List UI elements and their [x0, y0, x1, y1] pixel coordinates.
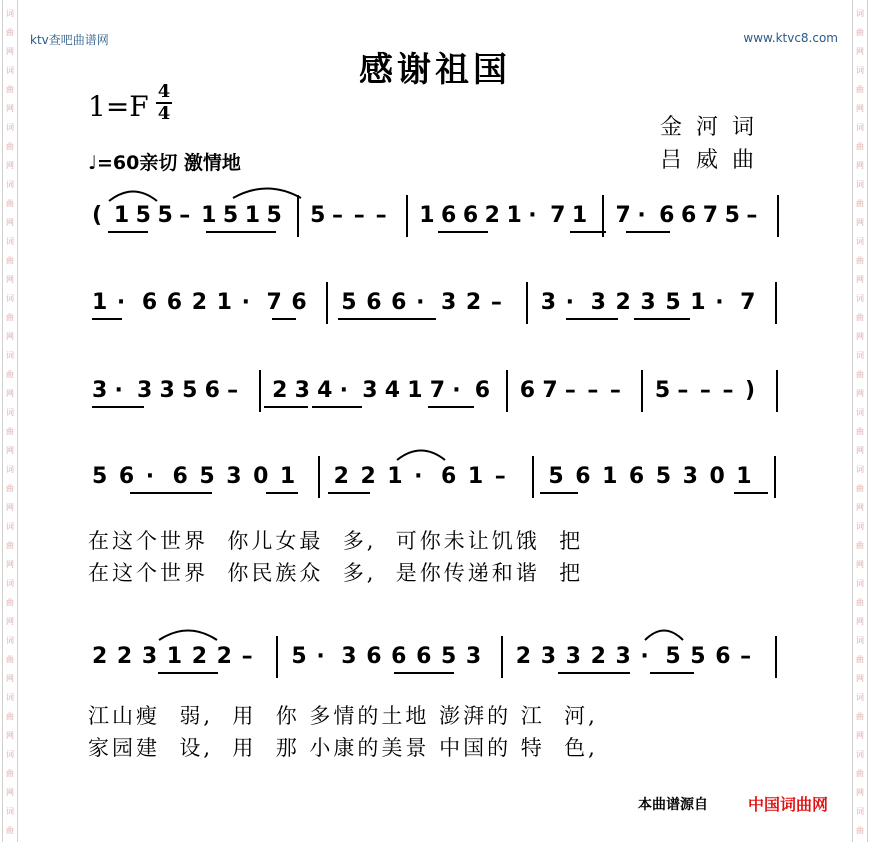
score-note: 1: [467, 464, 484, 489]
score-note: 5: [441, 644, 457, 669]
score-note: 2: [333, 464, 349, 489]
score-note: 1: [690, 290, 706, 315]
watermark-char: 曲: [856, 256, 864, 265]
watermark-char: 曲: [6, 655, 14, 664]
watermark-char: 曲: [6, 28, 14, 37]
watermark-char: 词: [6, 636, 14, 645]
header-site-left[interactable]: ktv查吧曲谱网: [30, 33, 109, 47]
watermark-char: 曲: [6, 541, 14, 550]
score-note: 7: [542, 378, 558, 403]
watermark-char: 网: [856, 218, 864, 227]
watermark-char: 词: [856, 465, 864, 474]
score-note: 6: [441, 464, 457, 489]
bar-line: [777, 195, 779, 237]
score-note: 2: [92, 644, 108, 669]
beam-underline: [540, 492, 578, 494]
score-note: 3: [615, 644, 631, 669]
watermark-char: 词: [6, 807, 14, 816]
score-note: 6: [391, 644, 407, 669]
watermark-char: 曲: [6, 85, 14, 94]
score-note: 5: [222, 203, 239, 228]
watermark-char: 曲: [856, 712, 864, 721]
time-signature: [156, 82, 172, 124]
score-note: 1: [92, 290, 108, 315]
watermark-char: 词: [856, 123, 864, 132]
footer-source-site[interactable]: 中国词曲网: [748, 795, 829, 814]
score-note: ·: [637, 203, 646, 228]
score-note: 1: [407, 378, 423, 403]
score-note: 2: [272, 378, 288, 403]
beam-underline: [264, 406, 308, 408]
score-note: 6: [659, 203, 675, 228]
score-note: –: [740, 644, 752, 669]
bar-line: [501, 636, 503, 678]
watermark-char: 网: [856, 47, 864, 56]
score-note: 7: [429, 378, 446, 403]
watermark-char: 网: [856, 788, 864, 797]
watermark-char: 曲: [856, 598, 864, 607]
watermark-char: 曲: [856, 313, 864, 322]
beam-underline: [108, 231, 148, 233]
bar-line: [526, 282, 528, 324]
beam-underline: [266, 492, 298, 494]
score-note: –: [241, 644, 253, 669]
watermark-char: 词: [856, 237, 864, 246]
bar-line: [775, 636, 777, 678]
score-note: ·: [452, 378, 461, 403]
score-note: ·: [715, 290, 724, 315]
watermark-char: 曲: [6, 712, 14, 721]
watermark-char: 网: [856, 503, 864, 512]
score-note: 6: [441, 203, 457, 228]
lyric-line: 在这个世界 你儿女最 多, 可你未让饥饿 把: [88, 529, 584, 553]
score-note: 1: [602, 464, 618, 489]
score-note: 5: [690, 644, 706, 669]
score-note: –: [179, 203, 191, 228]
score-note: ·: [316, 644, 325, 669]
score-note: 6: [291, 290, 307, 315]
score-note: 1: [736, 464, 752, 489]
score-note: 5: [548, 464, 564, 489]
watermark-char: 网: [856, 731, 864, 740]
watermark-char: 词: [856, 579, 864, 588]
lyricist-credit: 金河词: [660, 115, 769, 140]
score-note: 5: [665, 290, 681, 315]
score-note: 7: [266, 290, 282, 315]
beam-underline: [206, 231, 276, 233]
score-note: 6: [474, 378, 491, 403]
score-note: 6: [680, 203, 697, 228]
beam-underline: [558, 672, 630, 674]
watermark-char: 词: [856, 294, 864, 303]
watermark-char: 词: [6, 522, 14, 531]
score-note: 1: [244, 203, 260, 228]
beam-underline: [394, 672, 454, 674]
score-note: –: [609, 378, 621, 403]
slur-arc: [108, 188, 158, 202]
score-note: 3: [294, 378, 310, 403]
score-note: –: [353, 203, 365, 228]
score-note: 2: [191, 290, 208, 315]
score-note: 1: [571, 203, 588, 228]
score-note: 6: [366, 290, 382, 315]
score-note: 6: [519, 378, 536, 403]
score-note: 6: [628, 464, 645, 489]
score-note: 2: [116, 644, 133, 669]
score-note: 5: [266, 203, 282, 228]
watermark-char: 词: [856, 180, 864, 189]
watermark-char: 网: [856, 161, 864, 170]
score-note: 5: [724, 203, 740, 228]
watermark-char: 曲: [856, 541, 864, 550]
watermark-char: 曲: [856, 199, 864, 208]
score-note: 3: [640, 290, 656, 315]
bar-line: [259, 370, 261, 412]
slur-arc: [158, 627, 218, 641]
watermark-char: 词: [856, 66, 864, 75]
score-note: 5: [654, 378, 671, 403]
watermark-char: 词: [856, 351, 864, 360]
score-note: 3: [540, 644, 557, 669]
score-note: 4: [317, 378, 333, 403]
composer-credit: 吕威曲: [660, 148, 769, 173]
watermark-char: 曲: [856, 655, 864, 664]
score-note: 5: [199, 464, 215, 489]
lyric-line: 江山瘦 弱, 用 你 多情的土地 澎湃的 江 河,: [88, 704, 598, 728]
beam-underline: [338, 318, 398, 320]
watermark-char: 词: [856, 636, 864, 645]
bar-line: [297, 195, 299, 237]
watermark-char: 网: [6, 47, 14, 56]
score-note: ·: [640, 644, 649, 669]
score-note: 6: [118, 464, 135, 489]
score-note: 5: [310, 203, 326, 228]
bar-line: [774, 456, 776, 498]
score-note: 5: [655, 464, 672, 489]
score-note: –: [746, 203, 758, 228]
score-note: 5: [182, 378, 198, 403]
score-note: ·: [339, 378, 349, 403]
beam-underline: [328, 492, 370, 494]
score-note: 1: [113, 203, 130, 228]
score-note: –: [677, 378, 689, 403]
watermark-char: 曲: [856, 142, 864, 151]
score-note: 3: [159, 378, 175, 403]
score-note: 0: [253, 464, 269, 489]
score-note: ·: [241, 290, 250, 315]
watermark-char: 词: [856, 750, 864, 759]
score-note: 7: [615, 203, 631, 228]
watermark-char: 曲: [856, 826, 864, 835]
watermark-char: 词: [6, 693, 14, 702]
score-note: 6: [715, 644, 731, 669]
watermark-char: 网: [6, 104, 14, 113]
score-note: –: [587, 378, 599, 403]
watermark-char: 曲: [856, 484, 864, 493]
score-note: 4: [384, 378, 401, 403]
score-note: –: [699, 378, 711, 403]
beam-underline: [626, 231, 670, 233]
watermark-char: 网: [856, 446, 864, 455]
score-note: 5: [341, 290, 357, 315]
score-note: ·: [528, 203, 537, 228]
score-note: 2: [465, 290, 482, 315]
score-note: 6: [366, 644, 382, 669]
watermark-char: 曲: [6, 427, 14, 436]
beam-underline: [566, 318, 618, 320]
watermark-char: 曲: [6, 313, 14, 322]
watermark-char: 网: [6, 161, 14, 170]
score-note: 7: [740, 290, 756, 315]
score-note: 6: [575, 464, 591, 489]
watermark-char: 网: [6, 446, 14, 455]
score-note: 3: [226, 464, 242, 489]
score-note: ·: [565, 290, 574, 315]
score-note: 2: [484, 203, 500, 228]
watermark-char: 曲: [856, 427, 864, 436]
beam-underline: [130, 492, 212, 494]
time-sig-bottom: 4: [157, 103, 171, 124]
watermark-char: 词: [856, 522, 864, 531]
watermark-char: 曲: [6, 598, 14, 607]
song-title: 感谢祖国: [359, 50, 511, 90]
watermark-char: 网: [6, 332, 14, 341]
score-note: 7: [550, 203, 566, 228]
bar-line: [641, 370, 643, 412]
slur-arc: [396, 447, 446, 461]
score-note: 3: [341, 644, 357, 669]
score-note: ·: [114, 378, 123, 403]
watermark-char: 网: [6, 503, 14, 512]
score-note: ·: [414, 464, 423, 489]
beam-underline: [570, 231, 606, 233]
watermark-char: 网: [6, 731, 14, 740]
watermark-char: 网: [6, 218, 14, 227]
score-note: 3: [682, 464, 698, 489]
beam-underline: [396, 318, 436, 320]
score-note: 1: [387, 464, 403, 489]
score-note: ·: [145, 464, 155, 489]
watermark-char: 网: [6, 275, 14, 284]
bar-line: [318, 456, 320, 498]
header-site-right[interactable]: www.ktvc8.com: [743, 31, 838, 45]
score-note: 6: [391, 290, 407, 315]
key-signature: 1=F: [88, 90, 149, 123]
score-note: 3: [540, 290, 557, 315]
score-note: 2: [191, 644, 208, 669]
bar-line: [326, 282, 328, 324]
watermark-char: 曲: [856, 28, 864, 37]
score-note: 2: [590, 644, 606, 669]
score-note: 1: [166, 644, 183, 669]
score-note: 1: [201, 203, 217, 228]
watermark-char: 曲: [6, 484, 14, 493]
watermark-char: 网: [6, 560, 14, 569]
score-note: 6: [462, 203, 479, 228]
footer-source-label: 本曲谱源自: [638, 797, 708, 813]
score-note: 2: [360, 464, 376, 489]
watermark-char: 网: [856, 560, 864, 569]
time-sig-top: 4: [157, 81, 171, 102]
beam-underline: [734, 492, 768, 494]
watermark-char: 词: [6, 579, 14, 588]
watermark-char: 词: [856, 408, 864, 417]
watermark-char: 词: [856, 9, 864, 18]
slur-arc: [232, 185, 302, 199]
score-note: 3: [590, 290, 606, 315]
lyric-line: 在这个世界 你民族众 多, 是你传递和谐 把: [88, 561, 584, 585]
bar-line: [775, 282, 777, 324]
watermark-char: 词: [6, 750, 14, 759]
score-note: 5: [157, 203, 173, 228]
bar-line: [532, 456, 534, 498]
score-note: 5: [92, 464, 108, 489]
watermark-char: 网: [856, 617, 864, 626]
tempo-marking: ♩=60亲切 激情地: [88, 152, 241, 174]
score-note: 6: [166, 290, 183, 315]
watermark-char: 词: [6, 66, 14, 75]
bar-line: [506, 370, 508, 412]
watermark-char: 曲: [6, 769, 14, 778]
score-note: 3: [465, 644, 482, 669]
bar-line: [776, 370, 778, 412]
beam-underline: [158, 672, 218, 674]
watermark-char: 网: [856, 674, 864, 683]
score-note: (: [92, 203, 103, 228]
beam-underline: [312, 406, 362, 408]
watermark-char: 词: [6, 180, 14, 189]
watermark-char: 曲: [6, 142, 14, 151]
bar-line: [276, 636, 278, 678]
watermark-char: 词: [6, 123, 14, 132]
score-note: 3: [141, 644, 158, 669]
slur-arc: [644, 627, 684, 641]
score-note: –: [375, 203, 387, 228]
beam-underline: [428, 406, 474, 408]
watermark-char: 词: [6, 294, 14, 303]
score-note: 6: [416, 644, 432, 669]
score-note: 6: [141, 290, 158, 315]
beam-underline: [92, 318, 122, 320]
lyric-line: 家园建 设, 用 那 小康的美景 中国的 特 色,: [88, 736, 598, 760]
score-note: 2: [216, 644, 232, 669]
beam-underline: [634, 318, 690, 320]
score-note: –: [490, 290, 502, 315]
score-note: 7: [702, 203, 719, 228]
score-note: –: [331, 203, 343, 228]
score-note: –: [564, 378, 576, 403]
score-note: 5: [135, 203, 151, 228]
score-note: 2: [515, 644, 532, 669]
watermark-char: 曲: [6, 826, 14, 835]
left-watermark-strip: [2, 0, 18, 842]
score-note: 3: [441, 290, 457, 315]
score-note: 3: [137, 378, 153, 403]
right-watermark-strip: [852, 0, 868, 842]
watermark-char: 词: [856, 693, 864, 702]
beam-underline: [92, 406, 144, 408]
watermark-char: 词: [6, 408, 14, 417]
bar-line: [406, 195, 408, 237]
watermark-char: 网: [6, 389, 14, 398]
score-note: ·: [116, 290, 126, 315]
score-note: 5: [291, 644, 307, 669]
watermark-char: 网: [856, 332, 864, 341]
score-note: 1: [506, 203, 522, 228]
watermark-char: 曲: [6, 370, 14, 379]
watermark-char: 词: [6, 237, 14, 246]
watermark-char: 曲: [6, 256, 14, 265]
score-note: 3: [565, 644, 581, 669]
score-note: 1: [216, 290, 232, 315]
score-note: 3: [362, 378, 378, 403]
beam-underline: [438, 231, 488, 233]
beam-underline: [272, 318, 296, 320]
score-note: 3: [92, 378, 108, 403]
score-note: –: [722, 378, 734, 403]
score-note: 0: [709, 464, 725, 489]
watermark-char: 网: [856, 389, 864, 398]
score-note: 5: [665, 644, 681, 669]
score-note: –: [494, 464, 506, 489]
score-note: 6: [204, 378, 220, 403]
watermark-char: 曲: [856, 769, 864, 778]
watermark-char: 网: [6, 788, 14, 797]
watermark-char: 词: [6, 351, 14, 360]
watermark-char: 网: [6, 674, 14, 683]
watermark-char: 曲: [6, 199, 14, 208]
score-note: 1: [419, 203, 435, 228]
watermark-char: 词: [856, 807, 864, 816]
score-note: ·: [416, 290, 425, 315]
watermark-char: 曲: [856, 85, 864, 94]
watermark-char: 网: [6, 617, 14, 626]
score-note: ): [744, 378, 756, 403]
watermark-char: 网: [856, 275, 864, 284]
score-note: 2: [615, 290, 631, 315]
score-note: 1: [279, 464, 296, 489]
watermark-char: 词: [6, 465, 14, 474]
score-note: –: [227, 378, 239, 403]
watermark-char: 网: [856, 104, 864, 113]
watermark-char: 曲: [856, 370, 864, 379]
watermark-char: 词: [6, 9, 14, 18]
score-note: 6: [172, 464, 188, 489]
beam-underline: [650, 672, 694, 674]
